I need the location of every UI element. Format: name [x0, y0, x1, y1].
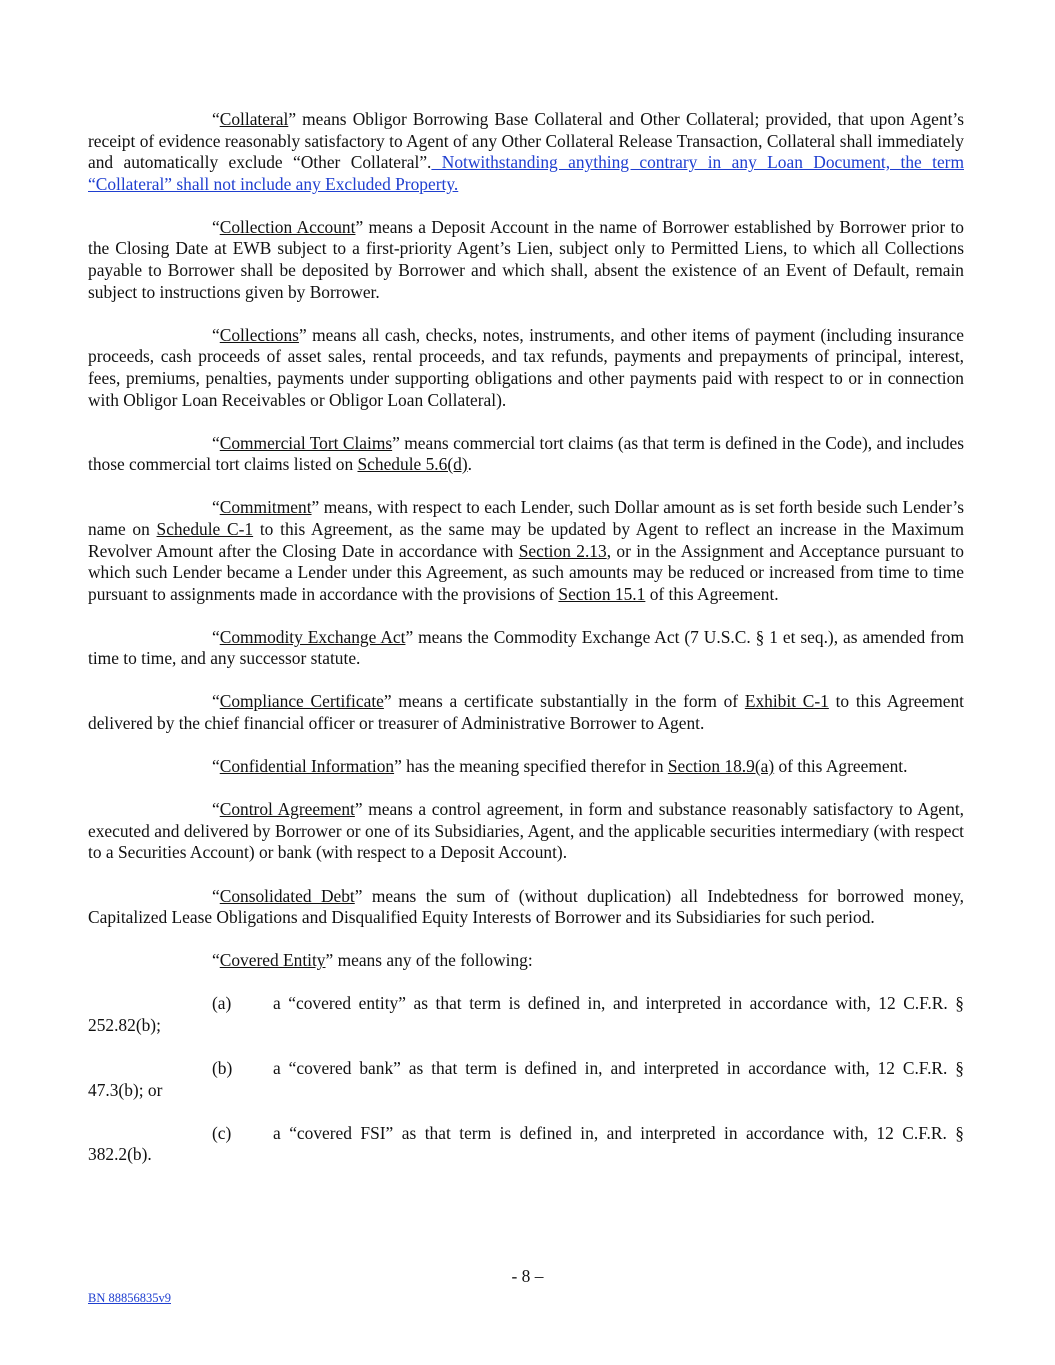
open-quote: “	[212, 109, 220, 129]
definition-control-agreement: “Control Agreement” means a control agreement, in form and substance reasonably satisfactory to Agent, executed and delivered by Borrower or one of its Subsidiaries, Agent, and the applicable securities intermediary (with respect to a Securities Account) or bank (with respect to a Deposit Account).	[88, 799, 964, 863]
definition-text: ” means the sum of (without duplication) all Indebtedness for borrowed money, Capitalized Lease Obligations and Disqualified Equity Interests of Borrower and its Subsidiaries for such period.	[88, 885, 964, 928]
document-id: BN 88856835v9	[88, 1291, 171, 1305]
defined-term: Commercial Tort Claims	[219, 432, 393, 453]
clause-text: a “covered entity” as that term is defined in, and interpreted in accordance with, 12 C.F.R. § 252.82(b);	[88, 993, 964, 1035]
definition-commodity-exchange-act: “Commodity Exchange Act” means the Commodity Exchange Act (7 U.S.C. § 1 et seq.), as amended from time to time, and any successor statute.	[88, 626, 964, 669]
definition-text: ” means Obligor Borrowing Base Collateral and Other Collateral; provided, that upon Agent’s receipt of evidence reasonably satisfactory to Agent of any Other Collateral Release Transaction, Collateral shall immediately and automatically exclude “Other Collateral”.	[88, 109, 964, 173]
clause-b	[88, 1058, 964, 1101]
definition-collateral	[88, 109, 964, 195]
clause-text: a “covered FSI” as that term is defined in, and interpreted in accordance with, 12 C.F.R. § 382.2(b).	[88, 1122, 964, 1165]
cross-reference: Schedule C-1	[156, 518, 254, 539]
definition-text: .	[467, 454, 472, 475]
definition-text: ” means any of the following:	[325, 950, 533, 971]
cross-reference: Section 15.1	[558, 583, 646, 604]
defined-term: Covered Entity	[219, 950, 326, 971]
definition-text: ” means all cash, checks, notes, instruments, and other items of payment (including insurance proceeds, cash proceeds of asset sales, rental proceeds, and tax refunds, payments and prepayments of principal, interest, fees, premiums, penalties, payments under supporting obligations and other payments paid with respect to or in connection with Obligor Loan Receivables or Obligor Loan Collateral).	[88, 324, 964, 410]
definition-text: ” means a Deposit Account in the name of Borrower established by Borrower prior to the Closing Date at EWB subject to a first-priority Agent’s Lien, subject only to Permitted Liens, to which all Collections payable to Borrower shall be deposited by Borrower and which shall, absent the existence of an Event of Default, remain subject to instructions given by Borrower.	[88, 216, 964, 302]
defined-term: Collections	[219, 324, 299, 345]
page-number: - 8 –	[511, 1266, 544, 1286]
definition-text: ” means, with respect to each Lender, such Dollar amount as is set forth beside such Lender’s name on	[88, 497, 964, 539]
definition-collection-account: “Collection Account” means a Deposit Account in the name of Borrower established by Borrower prior to the Closing Date at EWB subject to a first-priority Agent’s Lien, subject only to Permitted Liens, to which all Collections payable to Borrower shall be deposited by Borrower and which shall, absent the existence of an Event of Default, remain subject to instructions given by Borrower.	[88, 216, 964, 302]
definition-text: , or in the Assignment and Acceptance pursuant to which such Lender became a Lender under this Agreement, as such amounts may be reduced or increased from time to time pursuant to assignments made in accordance with the provisions of	[88, 540, 964, 604]
definition-consolidated-debt: “Consolidated Debt” means the sum of (without duplication) all Indebtedness for borrowed money, Capitalized Lease Obligations and Disqualified Equity Interests of Borrower and its Subsidiaries for such period.	[88, 885, 964, 928]
definition-text: ” means a control agreement, in form and substance reasonably satisfactory to Agent, executed and delivered by Borrower or one of its Subsidiaries, Agent, and the applicable securities intermediary (with respect to a Securities Account) or bank (with respect to a Deposit Account).	[88, 799, 964, 863]
definition-text: of this Agreement.	[774, 756, 908, 777]
definition-text: ” has the meaning specified therefor in	[394, 756, 668, 777]
cross-reference: Section 18.9(a)	[667, 756, 775, 777]
defined-term: Commitment	[219, 497, 312, 518]
inserted-text: Notwithstanding anything contrary in any Loan Document, the term “Collateral” shall not include any Excluded Property.	[88, 152, 964, 194]
definition-collections: “Collections” means all cash, checks, notes, instruments, and other items of payment (including insurance proceeds, cash proceeds of asset sales, rental proceeds, and tax refunds, payments and prepayments of principal, interest, fees, premiums, penalties, payments under supporting obligations and other payments paid with respect to or in connection with Obligor Loan Receivables or Obligor Loan Collateral).	[88, 324, 964, 410]
clause-a	[88, 993, 964, 1036]
definition-text: ” means commercial tort claims (as that term is defined in the Code), and includes those commercial tort claims listed on	[88, 432, 964, 475]
definition-text: to this Agreement delivered by the chief financial officer or treasurer of Administrative Borrower to Agent.	[88, 691, 965, 734]
defined-term: Confidential Information	[219, 756, 395, 777]
definition-text: ” means the Commodity Exchange Act (7 U.S.C. § 1 et seq.), as amended from time to time, and any successor statute.	[88, 626, 964, 669]
definition-covered-entity: “Covered Entity” means any of the following:	[212, 950, 533, 971]
definition-commercial-tort-claims: “Commercial Tort Claims” means commercial tort claims (as that term is defined in the Code), and includes those commercial tort claims listed on Schedule 5.6(d).	[88, 432, 964, 475]
defined-term: Consolidated Debt	[219, 885, 355, 906]
definition-compliance-certificate: “Compliance Certificate” means a certificate substantially in the form of Exhibit C-1 to this Agreement delivered by the chief financial officer or treasurer of Administrative Borrower to Agent.	[88, 691, 965, 734]
definition-confidential-information: “Confidential Information” has the meaning specified therefor in Section 18.9(a) of this Agreement.	[212, 756, 908, 777]
clause-letter: (b)	[212, 1058, 233, 1078]
definition-text: to this Agreement, as the same may be updated by Agent to reflect an increase in the Maximum Revolver Amount after the Closing Date in accordance with	[88, 518, 964, 561]
defined-term: Control Agreement	[219, 799, 355, 820]
clause-letter: (c)	[212, 1122, 232, 1143]
defined-term: Compliance Certificate	[219, 691, 384, 712]
cross-reference: Schedule 5.6(d)	[357, 454, 468, 475]
defined-term: Collateral	[219, 109, 289, 129]
cross-reference: Section 2.13	[518, 540, 607, 561]
defined-term: Collection Account	[219, 216, 356, 237]
defined-term: Commodity Exchange Act	[219, 626, 406, 647]
cross-reference: Exhibit C-1	[744, 691, 829, 712]
clause-c	[88, 1123, 964, 1166]
definition-commitment: “Commitment” means, with respect to each Lender, such Dollar amount as is set forth beside such Lender’s name on Schedule C-1 to this Agreement, as the same may be updated by Agent to reflect an increase in the Maximum Revolver Amount after the Closing Date in accordance with Section 2.13, or in the Assignment and Acceptance pursuant to which such Lender became a Lender under this Agreement, as such amounts may be reduced or increased from time to time pursuant to assignments made in accordance with the provisions of Section 15.1 of this Agreement.	[88, 497, 964, 604]
definition-text: ” means a certificate substantially in the form of	[383, 691, 745, 712]
clause-text: a “covered bank” as that term is defined in, and interpreted in accordance with, 12 C.F.R. § 47.3(b); or	[88, 1058, 964, 1100]
clause-letter: (a)	[212, 993, 232, 1014]
definitions-section	[88, 109, 964, 1187]
definition-text: of this Agreement.	[645, 583, 779, 604]
